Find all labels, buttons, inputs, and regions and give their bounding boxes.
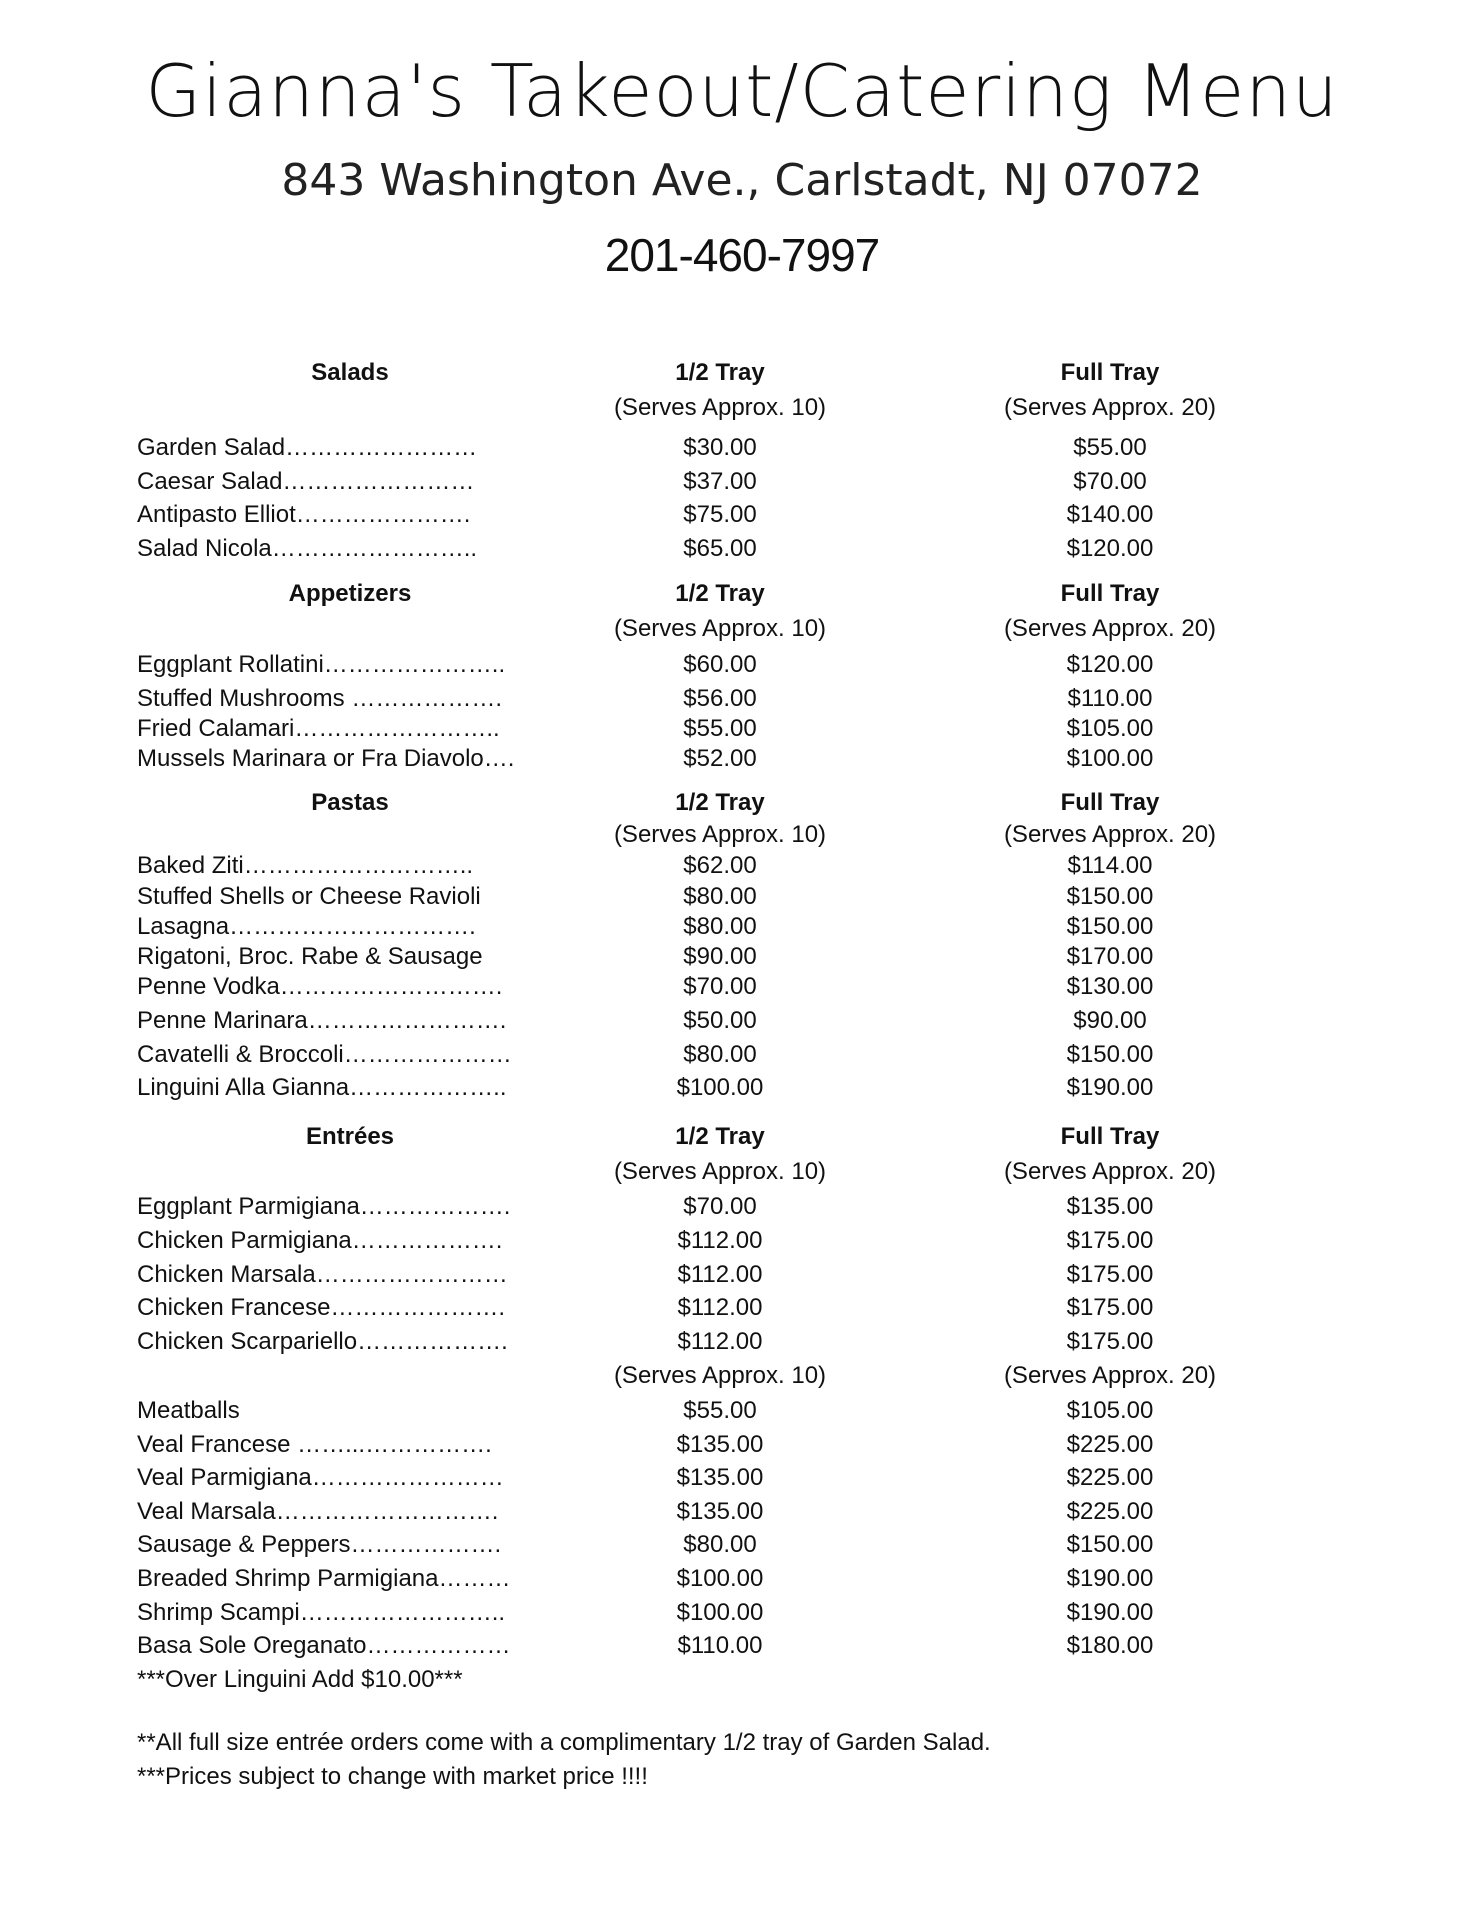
menu-item-row — [0, 941, 1484, 973]
item-name: Caesar Salad…………………… — [137, 468, 475, 495]
item-name: Chicken Scarpariello………………. — [137, 1328, 508, 1355]
phone-number: 201-460-7997 — [604, 229, 880, 281]
menu-item-row — [0, 432, 1484, 464]
menu-item-row — [0, 971, 1484, 1003]
menu-item-row — [0, 911, 1484, 943]
full-tray-price: $175.00 — [1066, 1261, 1154, 1288]
menu-item-row — [0, 1597, 1484, 1629]
item-name: Meatballs — [137, 1397, 240, 1424]
full-tray-price: $120.00 — [1066, 535, 1154, 562]
half-tray-heading: 1/2 Tray — [675, 1123, 765, 1150]
item-name: Lasagna…………………………. — [137, 913, 476, 940]
item-name: Stuffed Mushrooms ………………. — [137, 685, 502, 712]
half-tray-price: $70.00 — [683, 1193, 757, 1220]
half-tray-price: $135.00 — [676, 1498, 764, 1525]
menu-item-row — [0, 1292, 1484, 1324]
full-tray-price: $225.00 — [1066, 1431, 1154, 1458]
section-title: Pastas — [311, 789, 389, 816]
footer-note-prices: ***Prices subject to change with market price !!!! — [137, 1763, 648, 1790]
item-name: Eggplant Rollatini………………….. — [137, 651, 506, 678]
item-name: Basa Sole Oreganato……………… — [137, 1632, 511, 1659]
menu-item-row — [0, 1072, 1484, 1104]
full-tray-price: $190.00 — [1066, 1074, 1154, 1101]
menu-item-row — [0, 466, 1484, 498]
serves-half-label: (Serves Approx. 10) — [613, 821, 827, 848]
half-tray-heading: 1/2 Tray — [675, 580, 765, 607]
full-tray-heading: Full Tray — [1060, 1123, 1160, 1150]
item-name: Veal Parmigiana…………………… — [137, 1464, 504, 1491]
serves-full-label: (Serves Approx. 20) — [1003, 1362, 1217, 1389]
half-tray-price: $37.00 — [683, 468, 757, 495]
half-tray-price: $55.00 — [683, 1397, 757, 1424]
half-tray-price: $135.00 — [676, 1431, 764, 1458]
address: 843 Washington Ave., Carlstadt, NJ 07072 — [281, 155, 1203, 206]
half-tray-price: $80.00 — [683, 883, 757, 910]
menu-item-row — [0, 683, 1484, 715]
full-tray-price: $90.00 — [1073, 1007, 1147, 1034]
section-title: Appetizers — [288, 580, 412, 607]
full-tray-price: $100.00 — [1066, 745, 1154, 772]
menu-item-row — [0, 1462, 1484, 1494]
item-name: Chicken Marsala…………………… — [137, 1261, 508, 1288]
half-tray-price: $135.00 — [676, 1464, 764, 1491]
menu-item-row — [0, 1529, 1484, 1561]
serves-row — [0, 1156, 1484, 1188]
full-tray-heading: Full Tray — [1060, 580, 1160, 607]
serves-half-label: (Serves Approx. 10) — [613, 1362, 827, 1389]
full-tray-price: $114.00 — [1067, 852, 1153, 879]
full-tray-price: $180.00 — [1066, 1632, 1154, 1659]
menu-item-row — [0, 1563, 1484, 1595]
item-name: Fried Calamari…………………….. — [137, 715, 500, 742]
menu-item-row — [0, 850, 1484, 882]
half-tray-price: $56.00 — [683, 685, 757, 712]
half-tray-price: $62.00 — [683, 852, 757, 879]
half-tray-price: $100.00 — [676, 1074, 764, 1101]
full-tray-price: $135.00 — [1066, 1193, 1154, 1220]
menu-item-row — [0, 533, 1484, 565]
item-name: Garden Salad…………………… — [137, 434, 478, 461]
item-name: Rigatoni, Broc. Rabe & Sausage — [137, 943, 483, 970]
section-note-row — [0, 1664, 1484, 1696]
half-tray-price: $80.00 — [683, 1041, 757, 1068]
item-name: Antipasto Elliot…………………. — [137, 501, 471, 528]
menu-item-row — [0, 1429, 1484, 1461]
full-tray-price: $70.00 — [1073, 468, 1147, 495]
menu-item-row — [0, 1395, 1484, 1427]
item-name: Baked Ziti……………………….. — [137, 852, 474, 879]
serves-half-label: (Serves Approx. 10) — [613, 394, 827, 421]
item-name: Cavatelli & Broccoli………………… — [137, 1041, 512, 1068]
item-name: Mussels Marinara or Fra Diavolo…. — [137, 745, 515, 772]
full-tray-price: $150.00 — [1066, 913, 1154, 940]
item-name: Salad Nicola…………………….. — [137, 535, 478, 562]
full-tray-price: $150.00 — [1066, 883, 1154, 910]
half-tray-price: $30.00 — [683, 434, 757, 461]
full-tray-price: $175.00 — [1066, 1328, 1154, 1355]
full-tray-price: $150.00 — [1066, 1531, 1154, 1558]
half-tray-price: $100.00 — [676, 1599, 764, 1626]
full-tray-price: $175.00 — [1066, 1227, 1154, 1254]
section-header-row — [0, 787, 1484, 819]
half-tray-price: $80.00 — [683, 1531, 757, 1558]
full-tray-price: $175.00 — [1066, 1294, 1154, 1321]
half-tray-price: $65.00 — [683, 535, 757, 562]
menu-item-row — [0, 499, 1484, 531]
full-tray-price: $190.00 — [1066, 1599, 1154, 1626]
section-header-row — [0, 357, 1484, 389]
item-name: Veal Francese ……...……………. — [137, 1431, 492, 1458]
item-name: Breaded Shrimp Parmigiana……… — [137, 1565, 511, 1592]
menu-item-row — [0, 1259, 1484, 1291]
menu-item-row — [0, 649, 1484, 681]
serves-row — [0, 1360, 1484, 1392]
half-tray-price: $70.00 — [683, 973, 757, 1000]
item-name: Veal Marsala………………………. — [137, 1498, 499, 1525]
full-tray-price: $130.00 — [1066, 973, 1154, 1000]
serves-full-label: (Serves Approx. 20) — [1003, 1158, 1217, 1185]
full-tray-price: $190.00 — [1066, 1565, 1154, 1592]
half-tray-price: $112.00 — [677, 1328, 763, 1355]
half-tray-price: $50.00 — [683, 1007, 757, 1034]
half-tray-price: $90.00 — [683, 943, 757, 970]
full-tray-price: $225.00 — [1066, 1464, 1154, 1491]
item-name: Penne Marinara……………………. — [137, 1007, 507, 1034]
menu-item-row — [0, 1326, 1484, 1358]
half-tray-price: $80.00 — [683, 913, 757, 940]
full-tray-price: $150.00 — [1066, 1041, 1154, 1068]
item-name: Chicken Parmigiana………………. — [137, 1227, 503, 1254]
half-tray-price: $112.00 — [677, 1227, 763, 1254]
item-name: Chicken Francese…………………. — [137, 1294, 506, 1321]
half-tray-price: $75.00 — [683, 501, 757, 528]
half-tray-price: $60.00 — [683, 651, 757, 678]
full-tray-price: $105.00 — [1066, 715, 1154, 742]
menu-item-row — [0, 743, 1484, 775]
page-title: Gianna's Takeout/Catering Menu — [145, 49, 1339, 133]
full-tray-price: $170.00 — [1066, 943, 1154, 970]
serves-full-label: (Serves Approx. 20) — [1003, 394, 1217, 421]
full-tray-price: $225.00 — [1066, 1498, 1154, 1525]
menu-item-row — [0, 1005, 1484, 1037]
half-tray-heading: 1/2 Tray — [675, 359, 765, 386]
half-tray-heading: 1/2 Tray — [675, 789, 765, 816]
serves-row — [0, 819, 1484, 851]
item-name: Linguini Alla Gianna……………….. — [137, 1074, 507, 1101]
half-tray-price: $55.00 — [683, 715, 757, 742]
section-header-row — [0, 578, 1484, 610]
menu-item-row — [0, 1496, 1484, 1528]
full-tray-heading: Full Tray — [1060, 789, 1160, 816]
section-title: Salads — [311, 359, 389, 386]
menu-item-row — [0, 1191, 1484, 1223]
half-tray-price: $110.00 — [677, 1632, 763, 1659]
half-tray-price: $100.00 — [676, 1565, 764, 1592]
serves-full-label: (Serves Approx. 20) — [1003, 821, 1217, 848]
full-tray-price: $110.00 — [1067, 685, 1153, 712]
linguini-note: ***Over Linguini Add $10.00*** — [137, 1666, 463, 1693]
menu-item-row — [0, 1039, 1484, 1071]
menu-item-row — [0, 1630, 1484, 1662]
full-tray-price: $120.00 — [1066, 651, 1154, 678]
item-name: Sausage & Peppers………………. — [137, 1531, 502, 1558]
half-tray-price: $52.00 — [683, 745, 757, 772]
item-name: Shrimp Scampi…………………….. — [137, 1599, 506, 1626]
serves-half-label: (Serves Approx. 10) — [613, 615, 827, 642]
section-title: Entrées — [305, 1123, 395, 1150]
half-tray-price: $112.00 — [677, 1261, 763, 1288]
footer-note-salad: **All full size entrée orders come with a complimentary 1/2 tray of Garden Salad. — [137, 1729, 991, 1756]
half-tray-price: $112.00 — [677, 1294, 763, 1321]
menu-item-row — [0, 1225, 1484, 1257]
full-tray-price: $55.00 — [1073, 434, 1147, 461]
serves-full-label: (Serves Approx. 20) — [1003, 615, 1217, 642]
full-tray-price: $105.00 — [1066, 1397, 1154, 1424]
full-tray-price: $140.00 — [1066, 501, 1154, 528]
menu-item-row — [0, 881, 1484, 913]
menu-item-row — [0, 713, 1484, 745]
serves-row — [0, 392, 1484, 424]
item-name: Penne Vodka………………………. — [137, 973, 503, 1000]
serves-half-label: (Serves Approx. 10) — [613, 1158, 827, 1185]
item-name: Stuffed Shells or Cheese Ravioli — [137, 883, 481, 910]
serves-row — [0, 613, 1484, 645]
item-name: Eggplant Parmigiana………………. — [137, 1193, 511, 1220]
full-tray-heading: Full Tray — [1060, 359, 1160, 386]
section-header-row — [0, 1121, 1484, 1153]
